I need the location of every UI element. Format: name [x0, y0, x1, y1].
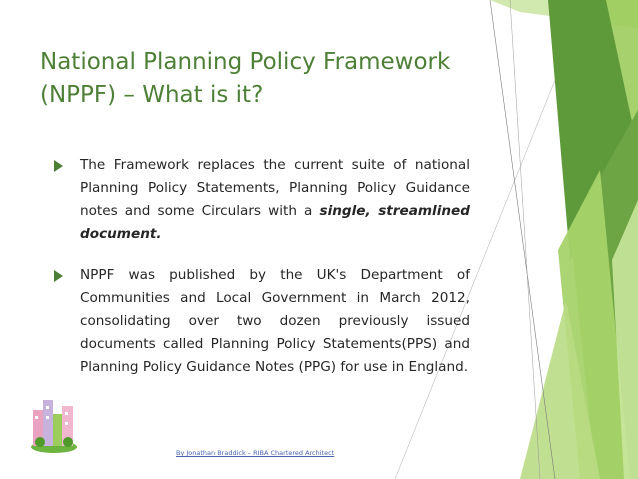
logo-window — [65, 412, 68, 415]
bullet-emphasis: single, streamlined document. — [80, 203, 470, 242]
logo-window — [65, 422, 68, 425]
logo-window — [35, 416, 38, 419]
logo-tree — [35, 437, 45, 447]
logo-building-green — [53, 414, 62, 446]
slide-title — [40, 46, 500, 112]
thin-line-2 — [510, 0, 540, 479]
logo-tree — [63, 437, 73, 447]
bullet-item — [40, 264, 470, 379]
triangle-right-icon — [54, 160, 63, 172]
footer-author-link[interactable]: By Jonathan Braddick – RIBA Chartered Architect — [176, 449, 335, 457]
bullet-text: The Framework replaces the current suite of national Planning Policy Statements, Planning Policy Guidance notes and some Circulars with a — [80, 157, 470, 219]
logo-window — [46, 416, 49, 419]
bullet-item — [40, 154, 470, 246]
title-line-2: (NPPF) – What is it? — [40, 82, 264, 108]
title-line-1: National Planning Policy Framework — [40, 49, 451, 75]
bullet-text: NPPF was published by the UK's Department of Communities and Local Government in March 2012, consolidating over two dozen previously issued documents called Planning Policy Statements(PPS) and Planning Policy Guidance Notes (PPG) for use in England. — [80, 267, 470, 375]
logo-window — [46, 406, 49, 409]
bullet-list — [40, 154, 470, 397]
city-buildings-logo — [30, 392, 78, 454]
triangle-right-icon — [54, 270, 63, 282]
